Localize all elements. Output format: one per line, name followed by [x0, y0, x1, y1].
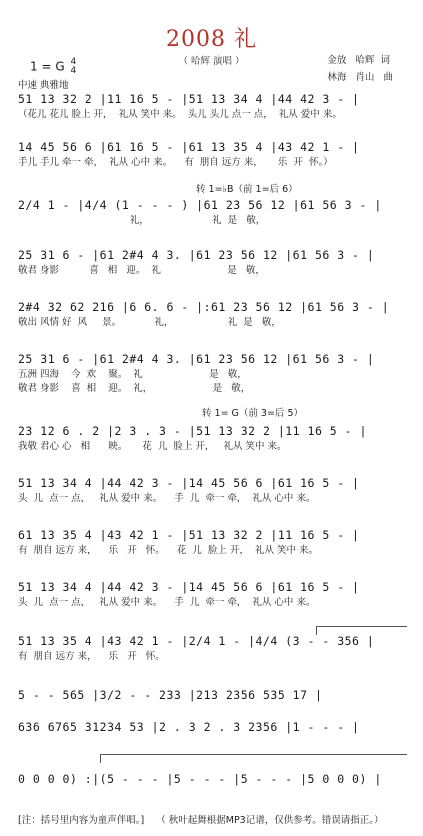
notation-line: 61 13 35 4 |43 42 1 - |51 13 32 2 |11 16 5 - | — [18, 528, 360, 542]
score-row-6 — [18, 350, 412, 396]
lyric-line: （花儿 花儿 脸上 开， 礼从 笑中 来。 头儿 头儿 点一 点， 礼从 爱中 来。 — [18, 109, 342, 120]
score-row-2 — [18, 138, 412, 170]
key-label: 1 = G — [30, 59, 65, 74]
notation-line: 25 31 6 - |61 2#4 4 3. |61 23 56 12 |61 56 3 - | — [18, 352, 375, 366]
modulation-2: 转 1= G（前 3=后 5） — [202, 408, 303, 419]
notation-line: 51 13 32 2 |11 16 5 - |51 13 34 4 |44 42 3 - | — [18, 92, 360, 106]
notation-line: 51 13 34 4 |44 42 3 - |14 45 56 6 |61 16 5 - | — [18, 476, 360, 490]
volta-2 — [100, 754, 407, 763]
notation-line: 2/4 1 - |4/4 (1 - - - ) |61 23 56 12 |61 56 3 - | — [18, 198, 382, 212]
score-row-11 — [18, 632, 412, 664]
credits — [327, 52, 393, 86]
tempo-marking: 中速 典雅地 — [18, 80, 69, 91]
score-row-13 — [18, 718, 412, 736]
time-signature — [70, 58, 76, 76]
notation-line: 0 0 0 0) :|(5 - - - |5 - - - |5 - - - |5 0 0 0) | — [18, 772, 382, 786]
lyric-line: 敬君 身影 喜 相 迎。 礼 是 敬， — [18, 265, 265, 276]
notation-line: 636 6765 31234 53 |2 . 3 2 . 3 2356 |1 - - - | — [18, 720, 360, 734]
notation-line: 14 45 56 6 |61 16 5 - |61 13 35 4 |43 42 1 - | — [18, 140, 360, 154]
lyricist: 金放 哈辉 词 — [327, 55, 390, 66]
lyric-line: 有 朋自 远方 来， 乐 开 怀。 花 儿 脸上 开， 礼从 笑中 来。 — [18, 545, 319, 556]
footnote: [注：括号里内容为童声伴唱。] （ 秋叶起舞根据MP3记谱，仅供参考。错误请指正。） — [18, 815, 384, 826]
song-title: 2008 礼 — [166, 27, 257, 52]
composer: 林海 肖山 曲 — [327, 72, 393, 83]
notation-line: 23 12 6 . 2 |2 3 . 3 - |51 13 32 2 |11 16 5 - | — [18, 424, 367, 438]
notation-line: 5 - - 565 |3/2 - - 233 |213 2356 535 17 | — [18, 688, 323, 702]
lyric-line: 五洲 四海 今 欢 聚。 礼 是 敬， — [18, 369, 247, 380]
score-row-14 — [18, 770, 412, 788]
score-row-5 — [18, 298, 412, 330]
meter-bottom: 4 — [70, 66, 77, 76]
lyric-line: 我敬 君心 心 相 映。 花 儿 脸上 开， 礼从 笑中 来。 — [18, 441, 287, 452]
score-row-12 — [18, 686, 412, 704]
lyric-line: 手儿 手儿 牵一 牵， 礼从 心中 来。 有 朋自 远方 来， 乐 开 怀。） — [18, 157, 333, 168]
score-row-3 — [18, 196, 412, 228]
score-row-8 — [18, 474, 412, 506]
notation-line: 2#4 32 62 216 |6 6. 6 - |:61 23 56 12 |61 56 3 - | — [18, 300, 390, 314]
notation-line: 25 31 6 - |61 2#4 4 3. |61 23 56 12 |61 56 3 - | — [18, 248, 375, 262]
score-row-9 — [18, 526, 412, 558]
modulation-1: 转 1=♭B（前 1=后 6） — [196, 184, 298, 195]
notation-line: 51 13 34 4 |44 42 3 - |14 45 56 6 |61 16 5 - | — [18, 580, 360, 594]
meter-top: 4 — [70, 57, 77, 67]
key-signature — [30, 58, 76, 76]
lyric-line: 头 儿 点一 点， 礼从 爱中 来。 手 儿 牵一 牵， 礼从 心中 来。 — [18, 493, 316, 504]
lyric-line: 有 朋自 远方 来， 乐 开 怀。 — [18, 651, 165, 662]
performer: （ 哈辉 演唱 ） — [178, 56, 245, 67]
score-row-10 — [18, 578, 412, 610]
lyric-line: 敬出 风情 好 风 景。 礼， 礼 是 敬， — [18, 317, 281, 328]
lyric-line: 头 儿 点一 点， 礼从 爱中 来。 手 儿 牵一 牵， 礼从 心中 来。 — [18, 597, 316, 608]
score-row-1 — [18, 90, 412, 122]
notation-line: 51 13 35 4 |43 42 1 - |2/4 1 - |4/4 (3 - - 356 | — [18, 634, 375, 648]
lyric-line-2: 敬君 身影 喜 相 迎。 礼， 是 敬， — [18, 383, 251, 394]
lyric-line: 礼， 礼 是 敬， — [18, 215, 266, 226]
score-row-4 — [18, 246, 412, 278]
score-row-7 — [18, 422, 412, 454]
